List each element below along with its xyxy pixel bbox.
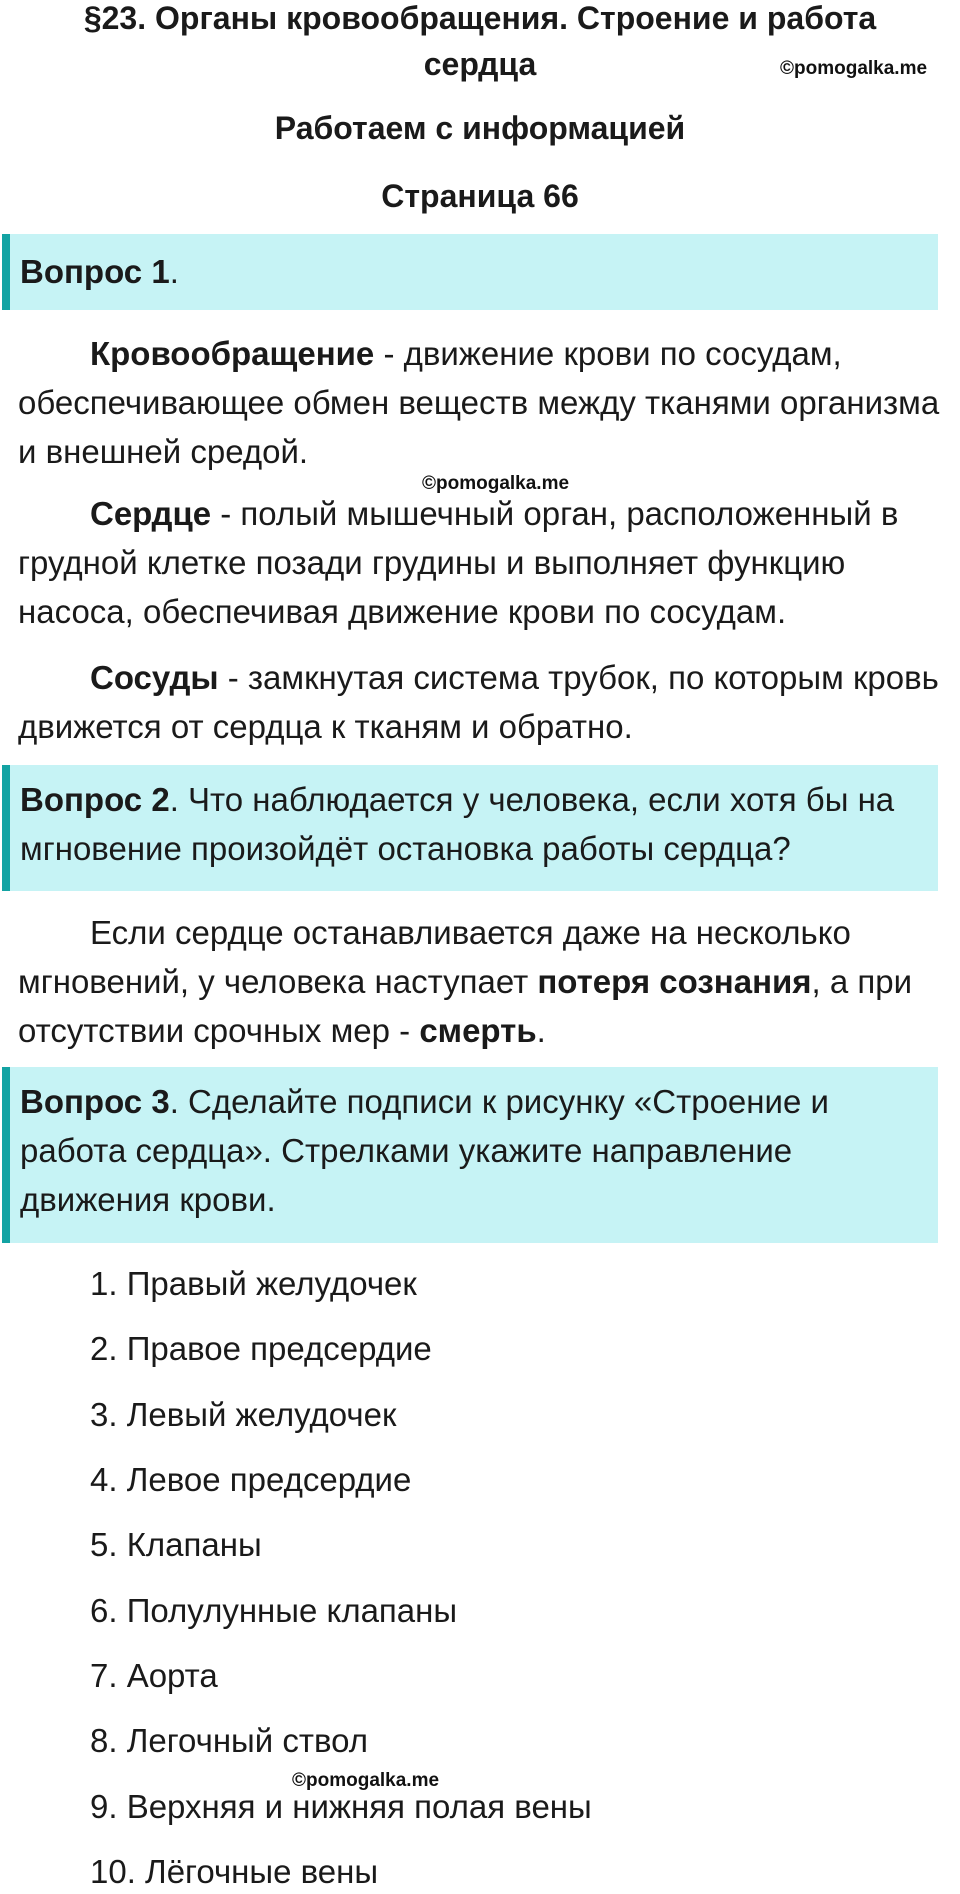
page-title-line2: сердца (423, 46, 537, 82)
question-3-label: Вопрос 3 (20, 1083, 170, 1120)
answer-1-paragraph-1 (18, 329, 958, 476)
watermark-bottom: ©pomogalka.me (292, 1770, 440, 1791)
definition-vessels: - замкнутая система трубок, по которым кровь движется от сердца к тканям и обратно. (18, 659, 939, 745)
question-1-text: . (169, 253, 179, 290)
term-heart: Сердце (90, 495, 212, 532)
definition-blood-circulation: - движение крови по сосудам, обеспечивающее обмен веществ между тканями организма и внешней средой. (18, 335, 940, 470)
watermark-middle: ©pomogalka.me (422, 473, 570, 494)
question-3-box (2, 1067, 938, 1243)
page-title-line1: §23. Органы кровообращения. Строение и работа (83, 0, 877, 36)
list-item: 6. Полулунные клапаны (90, 1592, 458, 1629)
list-item: 10. Лёгочные вены (90, 1853, 379, 1890)
answer-2-bold-2: смерть (419, 1012, 537, 1049)
answer-2-paragraph (18, 908, 958, 1055)
answer-2-text-3: . (536, 1012, 546, 1049)
list-item: 9. Верхняя и нижняя полая вены (90, 1788, 592, 1825)
list-item: 3. Левый желудочек (90, 1396, 397, 1433)
definition-heart: - полый мышечный орган, расположенный в грудной клетке позади грудины и выполняет функцию насоса, обеспечивая движение крови по сосудам. (18, 495, 899, 630)
term-vessels: Сосуды (90, 659, 219, 696)
page-number-label: Страница 66 (381, 178, 579, 214)
question-1-box (2, 234, 938, 310)
question-2-text: . Что наблюдается у человека, если хотя бы на мгновение произойдёт остановка работы сердца? (20, 781, 895, 867)
list-item: 8. Легочный ствол (90, 1722, 369, 1759)
question-1-label: Вопрос 1 (20, 253, 170, 290)
question-2-label: Вопрос 2 (20, 781, 170, 818)
list-item: 7. Аорта (90, 1657, 218, 1694)
term-blood-circulation: Кровообращение (90, 335, 375, 372)
question-3-text: . Сделайте подписи к рисунку «Строение и работа сердца». Стрелками укажите направление движения крови. (20, 1083, 829, 1218)
answer-1-paragraph-2 (18, 489, 958, 636)
section-subtitle: Работаем с информацией (274, 110, 686, 146)
answer-2-text-2: , а при отсутствии срочных мер - (18, 963, 913, 1049)
answer-2-bold-1: потеря сознания (537, 963, 812, 1000)
list-item: 2. Правое предсердие (90, 1330, 432, 1367)
list-item: 5. Клапаны (90, 1526, 262, 1563)
list-item: 4. Левое предсердие (90, 1461, 412, 1498)
question-2-box (2, 765, 938, 891)
answer-2-text-1: Если сердце останавливается даже на несколько мгновений, у человека наступает (18, 914, 851, 1000)
answer-1-paragraph-3 (18, 653, 958, 751)
watermark-top: ©pomogalka.me (780, 58, 928, 79)
list-item: 1. Правый желудочек (90, 1265, 417, 1302)
